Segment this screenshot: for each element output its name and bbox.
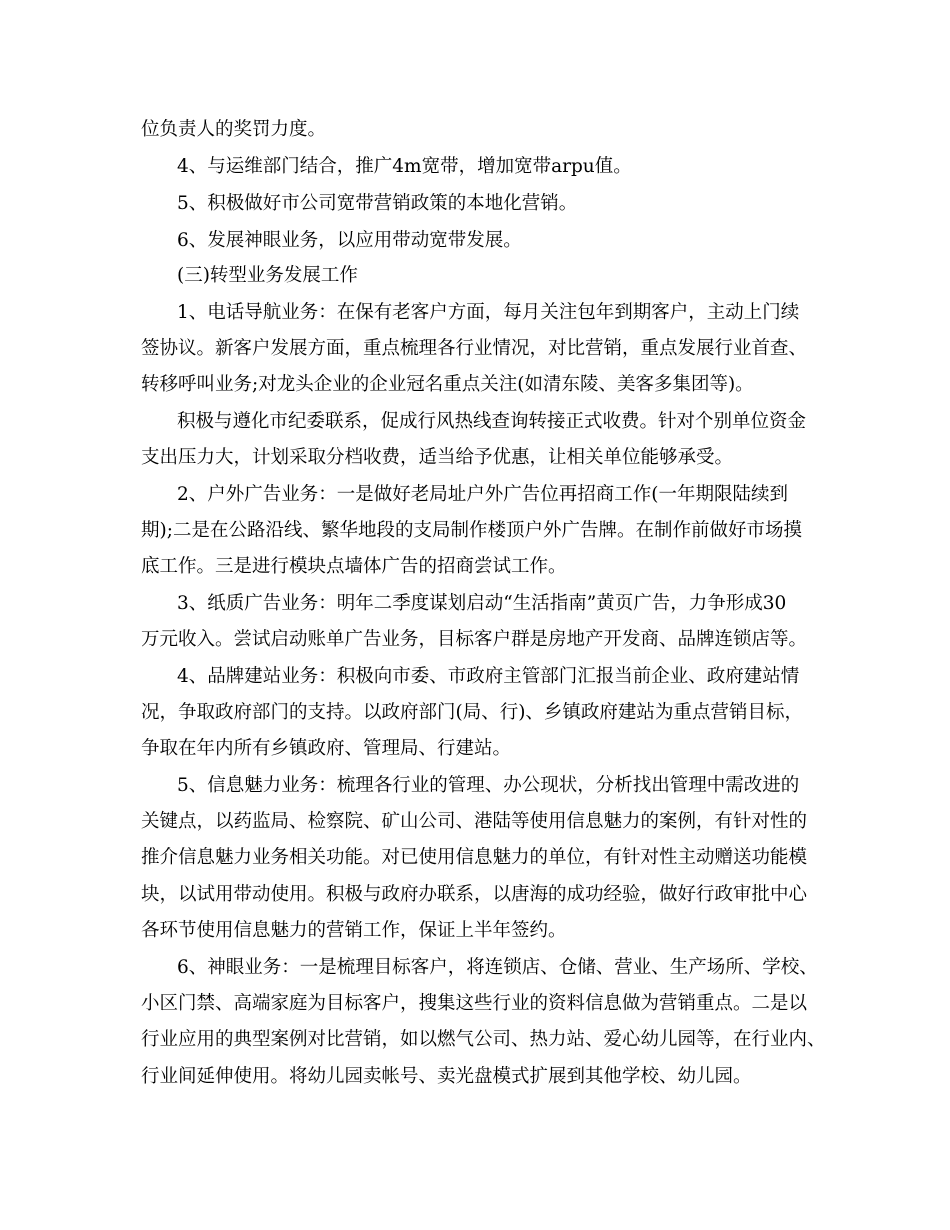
text-line: 2、户外广告业务：一是做好老局址户外广告位再招商工作(一年期限陆续到 [177, 484, 788, 505]
text-line: 关键点，以药监局、检察院、矿山公司、港陆等使用信息魅力的案例，有针对性的 [141, 811, 808, 832]
text-line: 4、与运维部门结合，推广4m宽带，增加宽带arpu值。 [177, 156, 632, 177]
text-line: 3、纸质广告业务：明年二季度谋划启动“生活指南”黄页广告，力争形成30 [177, 593, 787, 614]
text-line: 支出压力大，计划采取分档收费，适当给予优惠，让相关单位能够承受。 [141, 447, 734, 468]
text-line: 签协议。新客户发展方面，重点梳理各行业情况，对比营销，重点发展行业首查、 [141, 338, 808, 359]
text-line: 块，以试用带动使用。积极与政府办联系，以唐海的成功经验，做好行政审批中心 [141, 884, 808, 905]
text-line: 小区门禁、高端家庭为目标客户，搜集这些行业的资料信息做为营销重点。二是以 [141, 993, 808, 1014]
text-line: 万元收入。尝试启动账单广告业务，目标客户群是房地产开发商、品牌连锁店等。 [141, 629, 808, 650]
text-line: 4、品牌建站业务：积极向市委、市政府主管部门汇报当前企业、政府建站情 [177, 666, 800, 687]
text-line: 各环节使用信息魅力的营销工作，保证上半年签约。 [141, 920, 567, 941]
text-line: 积极与遵化市纪委联系，促成行风热线查询转接正式收费。针对个别单位资金 [177, 411, 807, 432]
text-line: 位负责人的奖罚力度。 [141, 119, 327, 140]
text-line: 5、积极做好市公司宽带营销政策的本地化营销。 [177, 193, 578, 214]
text-line: 争取在年内所有乡镇政府、管理局、行建站。 [141, 738, 512, 759]
text-line: 转移呼叫业务;对龙头企业的企业冠名重点关注(如清东陵、美客多集团等)。 [141, 374, 754, 395]
text-line: 6、神眼业务：一是梳理目标客户，将连锁店、仓储、营业、生产场所、学校、 [177, 957, 818, 978]
text-line: 5、信息魅力业务：梳理各行业的管理、办公现状，分析找出管理中需改进的 [177, 775, 800, 796]
text-line: 况，争取政府部门的支持。以政府部门(局、行)、乡镇政府建站为重点营销目标， [141, 702, 803, 723]
text-line: 推介信息魅力业务相关功能。对已使用信息魅力的单位，有针对性主动赠送功能模 [141, 847, 808, 868]
section-heading: (三)转型业务发展工作 [177, 265, 358, 286]
text-line: 行业间延伸使用。将幼儿园卖帐号、卖光盘模式扩展到其他学校、幼儿园。 [141, 1066, 752, 1087]
text-line: 期);二是在公路沿线、繁华地段的支局制作楼顶户外广告牌。在制作前做好市场摸 [141, 520, 802, 541]
text-line: 1、电话导航业务：在保有老客户方面，每月关注包年到期客户，主动上门续 [177, 302, 800, 323]
text-line: 底工作。三是进行模块点墙体广告的招商尝试工作。 [141, 556, 567, 577]
text-line: 6、发展神眼业务，以应用带动宽带发展。 [177, 230, 522, 251]
text-line: 行业应用的典型案例对比营销，如以燃气公司、热力站、爱心幼儿园等，在行业内、 [141, 1029, 826, 1050]
